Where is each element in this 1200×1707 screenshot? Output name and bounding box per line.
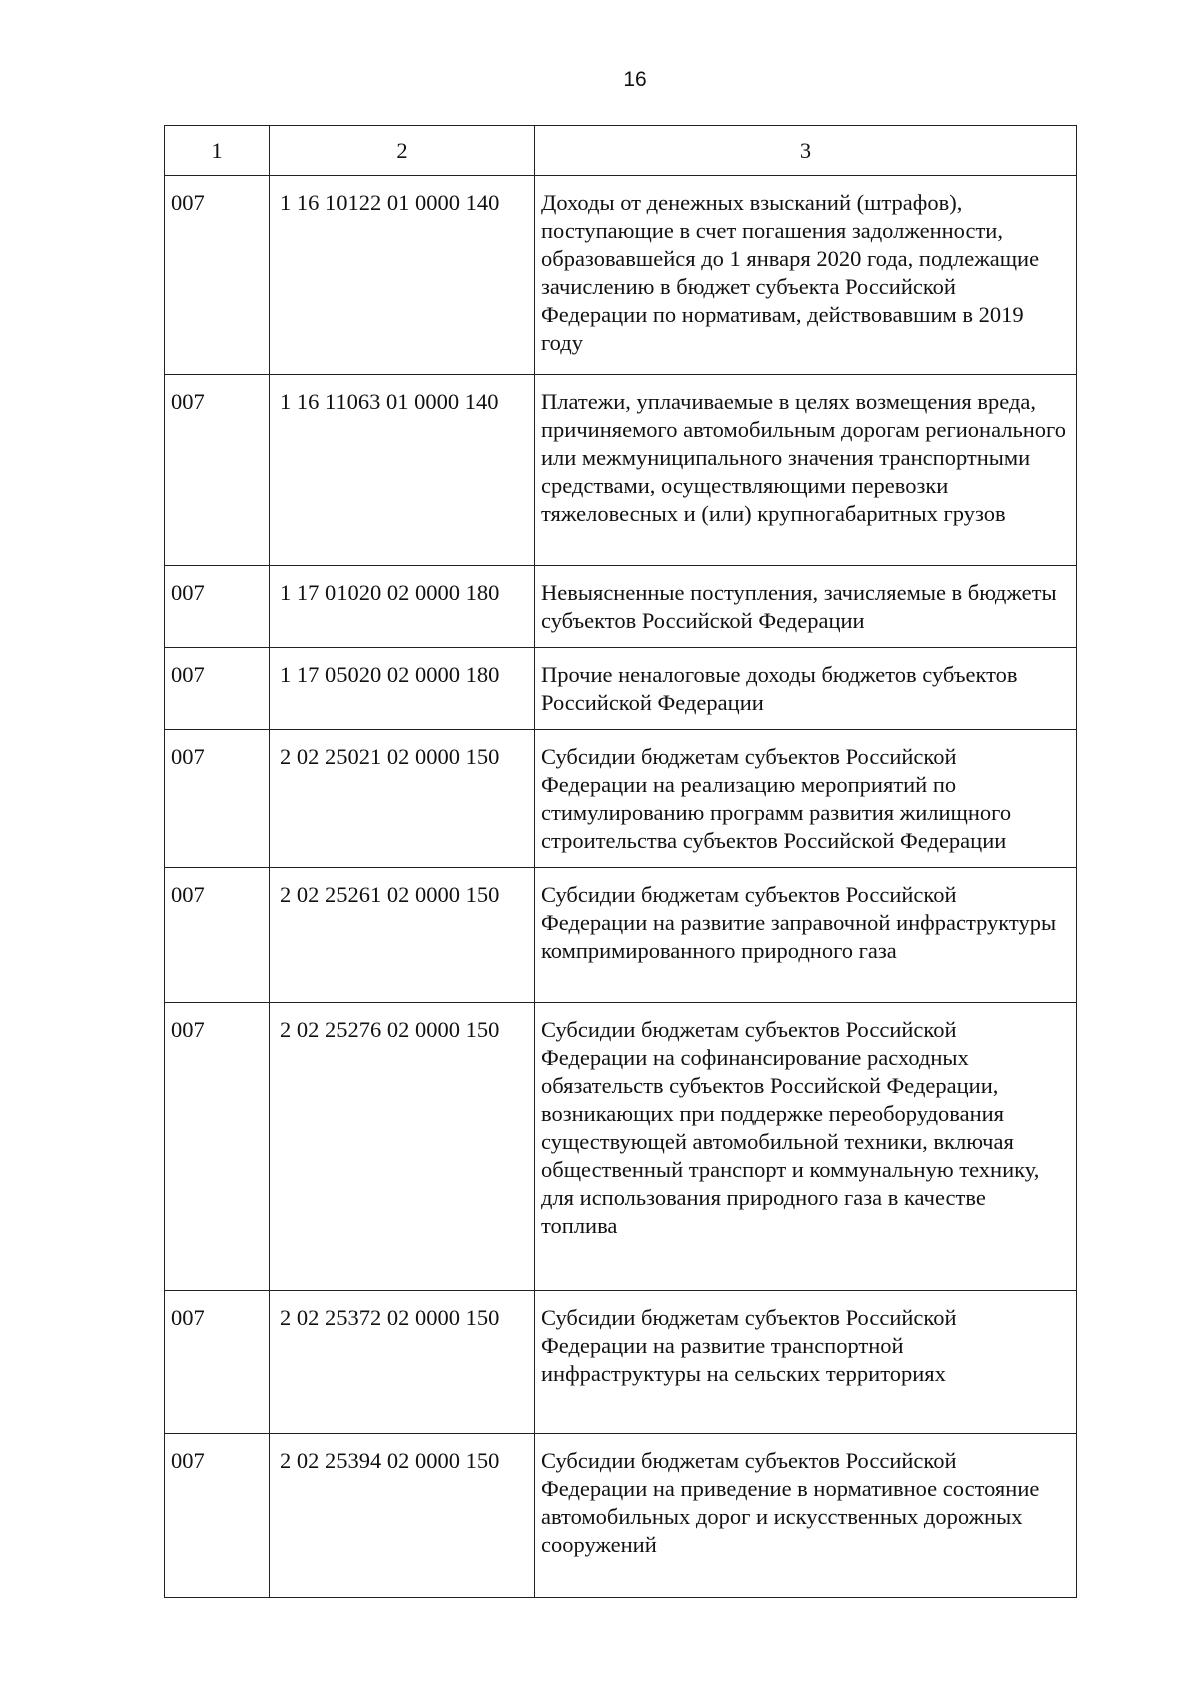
admin-code-cell: 007 (165, 648, 270, 730)
description-cell: Невыясненные поступления, зачисляемые в бюджеты субъектов Российской Федерации (535, 566, 1077, 648)
table-header-row (165, 126, 1077, 176)
admin-code-cell: 007 (165, 176, 270, 375)
description-cell: Прочие неналоговые доходы бюджетов субъектов Российской Федерации (535, 648, 1077, 730)
description-cell: Субсидии бюджетам субъектов Российской Федерации на реализацию мероприятий по стимулированию программ развития жилищного строительства субъектов Российской Федерации (535, 730, 1077, 868)
classification-code-cell: 1 16 10122 01 0000 140 (270, 176, 535, 375)
budget-classification-table (164, 125, 1077, 1598)
admin-code-cell: 007 (165, 1003, 270, 1291)
column-header-2: 2 (270, 126, 535, 176)
description-cell: Доходы от денежных взысканий (штрафов), поступающие в счет погашения задолженности, образовавшейся до 1 января 2020 года, подлежащие зачислению в бюджет субъекта Российской Федерации по нормативам, действовавшим в 2019 году (535, 176, 1077, 375)
table-row (165, 730, 1077, 868)
table-row (165, 375, 1077, 566)
classification-code-cell: 1 17 01020 02 0000 180 (270, 566, 535, 648)
admin-code-cell: 007 (165, 1434, 270, 1598)
table-row (165, 1434, 1077, 1598)
description-cell: Субсидии бюджетам субъектов Российской Федерации на развитие транспортной инфраструктуры на сельских территориях (535, 1291, 1077, 1434)
column-header-1: 1 (165, 126, 270, 176)
table-row (165, 648, 1077, 730)
admin-code-cell: 007 (165, 868, 270, 1003)
column-header-3: 3 (535, 126, 1077, 176)
classification-code-cell: 2 02 25276 02 0000 150 (270, 1003, 535, 1291)
admin-code-cell: 007 (165, 375, 270, 566)
page-number: 16 (623, 68, 647, 91)
classification-code-cell: 2 02 25372 02 0000 150 (270, 1291, 535, 1434)
description-cell: Субсидии бюджетам субъектов Российской Федерации на софинансирование расходных обязательств субъектов Российской Федерации, возникающих при поддержке переоборудования существующей автомобильной техники, включая общественный транспорт и коммунальную технику, для использования природного газа в качестве топлива (535, 1003, 1077, 1291)
classification-code-cell: 2 02 25261 02 0000 150 (270, 868, 535, 1003)
classification-code-cell: 1 16 11063 01 0000 140 (270, 375, 535, 566)
description-cell: Платежи, уплачиваемые в целях возмещения вреда, причиняемого автомобильным дорогам регионального или межмуниципального значения транспортными средствами, осуществляющими перевозки тяжеловесных и (или) крупногабаритных грузов (535, 375, 1077, 566)
table-row (165, 176, 1077, 375)
admin-code-cell: 007 (165, 566, 270, 648)
table-row (165, 1003, 1077, 1291)
description-cell: Субсидии бюджетам субъектов Российской Федерации на приведение в нормативное состояние автомобильных дорог и искусственных дорожных сооружений (535, 1434, 1077, 1598)
classification-code-cell: 1 17 05020 02 0000 180 (270, 648, 535, 730)
table-row (165, 868, 1077, 1003)
description-cell: Субсидии бюджетам субъектов Российской Федерации на развитие заправочной инфраструктуры компримированного природного газа (535, 868, 1077, 1003)
classification-code-cell: 2 02 25394 02 0000 150 (270, 1434, 535, 1598)
classification-code-cell: 2 02 25021 02 0000 150 (270, 730, 535, 868)
admin-code-cell: 007 (165, 730, 270, 868)
table-row (165, 566, 1077, 648)
table-row (165, 1291, 1077, 1434)
admin-code-cell: 007 (165, 1291, 270, 1434)
